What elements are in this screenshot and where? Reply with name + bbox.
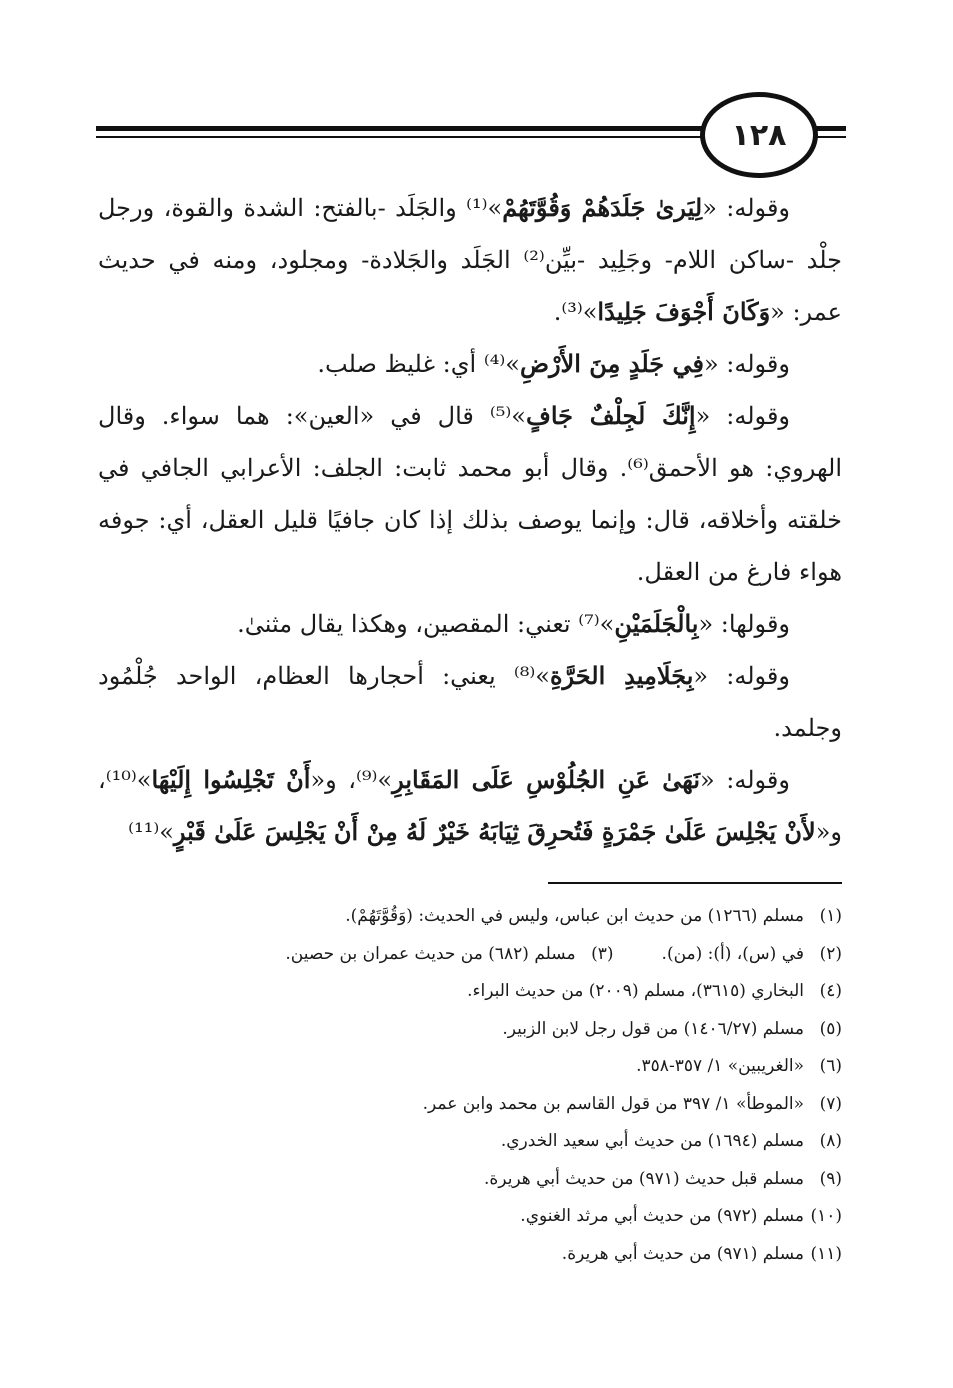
footnote: [98, 936, 842, 974]
paragraph: [98, 650, 842, 754]
paragraph-text: وقوله: «: [703, 350, 790, 378]
header-rule-right-thin: [814, 136, 846, 138]
footnote-text: مسلم (٩٧٢) من حديث أبي مرثد الغنوي.: [520, 1206, 804, 1226]
paragraph-text: »⁽¹⁾ والجَلَد -بالفتح: الشدة والقوة، ورجل جلْد -ساكن اللام- وجَلِيد -بيِّن⁽²⁾ الجَلَد والجَلادة- ومجلود، ومنه في حديث عمر: «: [98, 194, 842, 326]
footnote: [98, 1123, 842, 1161]
hadith-quote: نَهَىٰ عَنِ الجُلُوْسِ عَلَى المَقَابِرِ: [392, 765, 701, 794]
hadith-quote: إِنَّكَ لَجِلْفٌ جَافٍ: [525, 401, 696, 430]
hadith-quote: لِيَرىٰ جَلَدَهُمْ وَقُوَّتَهُمْ: [502, 193, 703, 222]
paragraph-text: »⁽⁵⁾ قال في «العين»: هما سواء. وقال الهروي: هو الأحمق⁽⁶⁾. وقال أبو محمد ثابت: الجلف: الأعرابي الجافي في خلقته وأخلاقه، قال: وإنما يوصف بذلك إذا كان جافيًا قليل العقل، أي: جوفه هواء فارغ من العقل.: [98, 402, 842, 586]
hadith-quote: بِجَلَامِيدِ الحَرَّةِ: [549, 661, 694, 690]
paragraph-text: وقوله: «: [700, 766, 790, 794]
footnote: [98, 1161, 842, 1199]
footnote-number: (٦): [819, 1056, 842, 1076]
footnote: [98, 898, 842, 936]
paragraph-text: وقوله: «: [693, 662, 790, 690]
footnote-text: في (س)، (أ): (من).: [661, 943, 804, 964]
footnote-text: مسلم (٦٨٢) من حديث عمران بن حصين.: [285, 943, 576, 964]
footnote-text: مسلم (١٢٦٦) من حديث ابن عباس، وليس في الحديث: (وَقُوَّتَهُمْ).: [345, 906, 804, 926]
footnote-number: (٨): [819, 1131, 842, 1151]
paragraph: [98, 754, 842, 858]
hadith-quote: وَكَانَ أَجْوَفَ جَلِيدًا: [597, 297, 771, 326]
main-text: [98, 182, 842, 858]
footnote-text: مسلم (١٤٠٦/٢٧) من قول رجل لابن الزبير.: [502, 1018, 804, 1039]
footnote-text: «الموطأ» ١/ ٣٩٧ من قول القاسم بن محمد وابن عمر.: [422, 1093, 804, 1114]
footnote-text: مسلم (١٦٩٤) من حديث أبي سعيد الخدري.: [500, 1131, 804, 1151]
footnote: [98, 1236, 842, 1274]
paragraph: [98, 598, 842, 650]
footnote-number: (٥): [819, 1018, 842, 1039]
paragraph-text: »⁽⁹⁾، و«: [310, 766, 393, 794]
footnote-number: (٧): [819, 1093, 842, 1114]
footnote-number: (٢): [819, 943, 842, 964]
hadith-quote: أَنْ تَجْلِسُوا إِلَيْهَا: [151, 765, 311, 794]
footnote-separator: [548, 882, 842, 884]
paragraph: [98, 390, 842, 598]
paragraph-text: »⁽¹⁰⁾، و«: [98, 766, 842, 846]
footnote: [98, 1048, 842, 1086]
footnote-number: (١٠): [810, 1206, 842, 1226]
header-rule-thin: [96, 136, 736, 138]
footnotes: [98, 898, 842, 1273]
page-number: ١٢٨: [700, 92, 818, 178]
footnote: [98, 1198, 842, 1236]
paragraph-text: »⁽⁸⁾ يعني: أحجارها العظام، الواحد جُلْمُود وجلمد.: [98, 662, 842, 742]
paragraph-text: »⁽³⁾.: [553, 298, 598, 326]
header-rule-right: [814, 126, 846, 131]
footnote-number: (١): [819, 906, 842, 926]
paragraph-text: »⁽¹¹⁾: [128, 818, 174, 846]
footnote-text: البخاري (٣٦١٥)، مسلم (٢٠٠٩) من حديث البراء.: [467, 981, 804, 1001]
footnote: [98, 1011, 842, 1049]
footnote-number: (٤): [819, 981, 842, 1001]
paragraph: [98, 182, 842, 338]
footnote-text: «الغريبين» ١/ ٣٥٧-٣٥٨.: [636, 1056, 804, 1076]
hadith-quote: بِالْجَلَمَيْنِ: [614, 609, 699, 638]
footnote: [98, 1086, 842, 1124]
paragraph-text: وقوله: «: [695, 402, 791, 430]
footnote-number: (٩): [819, 1168, 842, 1189]
footnote-text: مسلم (٩٧١) من حديث أبي هريرة.: [561, 1243, 804, 1264]
footnote-text: مسلم قبل حديث (٩٧١) من حديث أبي هريرة.: [484, 1168, 804, 1189]
page-header: [96, 92, 846, 176]
header-rule-thick: [96, 126, 736, 131]
paragraph-text: وقوله: «: [702, 194, 790, 222]
footnote-number: (٣): [591, 943, 614, 964]
hadith-quote: لأَنْ يَجْلِسَ عَلَىٰ جَمْرَةٍ فَتُحرِقَ ثِيَابَهُ خَيْرٌ لَهُ مِنْ أَنْ يَجْلِسَ عَلَىٰ قَبْرٍ: [173, 817, 816, 846]
paragraph-text: وقولها: «: [698, 610, 790, 638]
footnote-number: (١١): [810, 1243, 842, 1264]
paragraph-text: »⁽⁴⁾ أي: غليظ صلب.: [317, 350, 520, 378]
paragraph: [98, 338, 842, 390]
paragraph-text: »⁽⁷⁾ تعني: المقصين، وهكذا يقال مثنىٰ.: [237, 610, 615, 638]
footnote: [98, 973, 842, 1011]
hadith-quote: فِي جَلَدٍ مِنَ الأَرْضِ: [519, 349, 704, 378]
